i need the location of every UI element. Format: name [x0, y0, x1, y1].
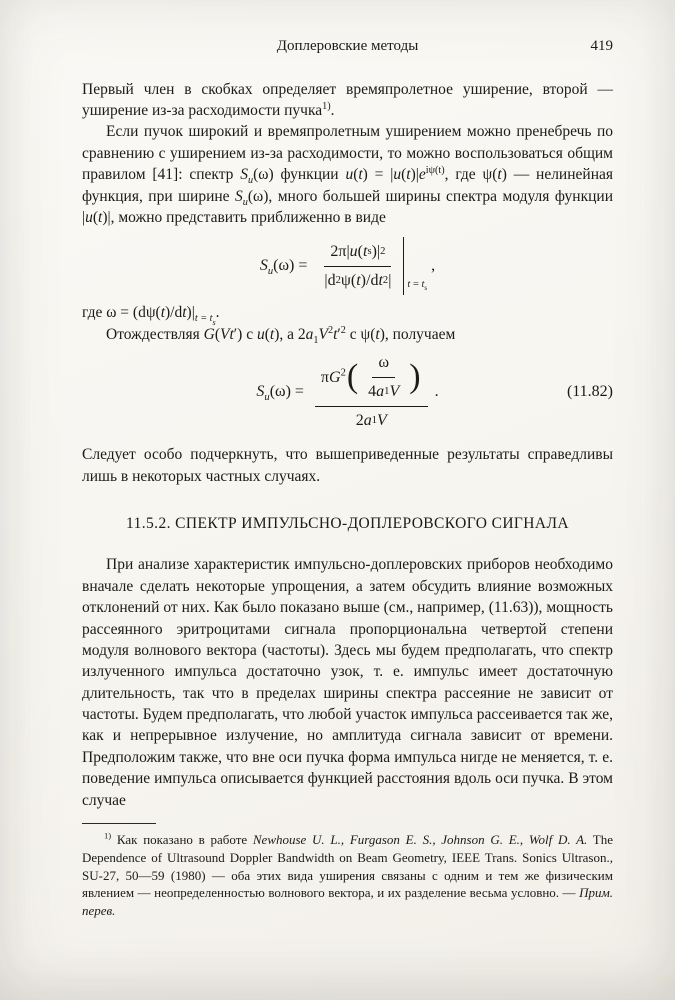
fraction-denominator: 2 a 1 V — [355, 412, 387, 430]
right-paren: ) — [409, 358, 421, 396]
numerator-prefix: $\pi G^2$ — [320, 367, 346, 386]
fraction-numerator — [315, 352, 428, 407]
footnote-area — [82, 823, 613, 920]
equation-11-82 — [82, 352, 613, 432]
evaluation-bar — [403, 237, 427, 295]
equation-number: (11.82) — [566, 383, 613, 401]
footnote-text: $^{1)}$ Как показано в работе Newhouse U. L., Furgason E. S., Johnson G. E., Wolf D. A. The Dependence of Ultrasound Doppler Bandwidth on Beam Geometry, IEEE Trans. Sonics Ultrason., SU-27, 50—59 (1980) — оба этих вида уширения связаны с одним и тем же физическим явлением — неопределенностью волнового вектора, и их разделение весьма условно. — Прим. перев. — [82, 830, 613, 919]
running-title: Доплеровские методы — [276, 38, 419, 54]
paragraph-broadening: Первый член в скобках определяет времяпролетное уширение, второй — уширение из-за расходимости пучка$^{1)}$. — [82, 80, 613, 120]
fraction — [318, 241, 397, 292]
equation-period: . — [434, 383, 439, 401]
evaluation-subscript: $t = t_s$ — [407, 278, 428, 292]
section-heading: 11.5.2. СПЕКТР ИМПУЛЬСНО-ДОПЛЕРОВСКОГО СИГНАЛА — [126, 515, 569, 533]
inner-denominator: 4 a 1 V — [368, 383, 400, 401]
inner-numerator: ω — [372, 352, 395, 378]
vertical-bar — [403, 237, 404, 295]
page-header — [82, 36, 613, 57]
paragraph-pulse-doppler: При анализе характеристик импульсно-доплеровских приборов необходимо вначале сделать некоторые упрощения, а затем обсудить влияние возможных отклонений от них. Как было показано выше (см., например, (11.63)), мощность рассеянного эритроцитами сигнала пропорциональна четвертой степени модуля волнового вектора (частоты). Здесь мы будем предполагать, что спектр излученного импульса достаточно узок, т. е. импульс имеет достаточную длительность, так что в пределах ширины спектра рассеяние не зависит от частоты. Будем предполагать, что любой участок импульса рассеивается так же, как и непрерывное излучение, но амплитуда сигнала зависит от времени. Предположим также, что вне оси пучка форма импульса нигде не меняется, т. е. поведение импульса описывается функцией расстояния вдоль оси пучка. В этом случае — [82, 556, 613, 809]
left-paren: ( — [346, 358, 359, 396]
paragraph-identify: Отождествляя G(Vt′) с u(t), а $2a_1V^2t'^2$ с ψ(t), получаем — [106, 324, 456, 346]
inner-fraction — [362, 352, 405, 403]
equation-lhs: $S_u(\omega)$ = — [256, 383, 308, 404]
equation-spectrum-approx — [82, 237, 613, 295]
body-text — [82, 79, 613, 811]
paragraph-wide-beam: Если пучок широкий и времяпролетным уширением можно пренебречь по сравнению с уширением из-за расходимости, то можно воспользоваться общим правилом [41]: спектр $S_u(\omega)$ функции $u(t) = |u(t)|e^{i\psi(t)}$, где ψ(t) — нелинейная функция, при ширине $S_u(\omega)$, много большей ширины спектра модуля функции |u(t)|, можно представить приближенно в виде — [82, 123, 614, 226]
paragraph-where-omega: где $\omega = (d\psi(t)/dt)|_{t = ts}$. — [82, 304, 220, 328]
equation-lhs: $S_u(\omega)$ = — [259, 257, 312, 278]
paragraph-emphasize: Следует особо подчеркнуть, что вышеприведенные результаты справедливы лишь в некоторых частных случаях. — [82, 446, 613, 485]
fraction-numerator: 2π| u ( t s )| 2 — [324, 241, 391, 267]
page-number: 419 — [590, 38, 613, 54]
equation-comma: , — [431, 257, 436, 275]
footnote-rule — [82, 823, 156, 824]
fraction-denominator: |d 2 ψ( t )/d t 2 | — [324, 271, 392, 289]
fraction — [315, 352, 428, 432]
